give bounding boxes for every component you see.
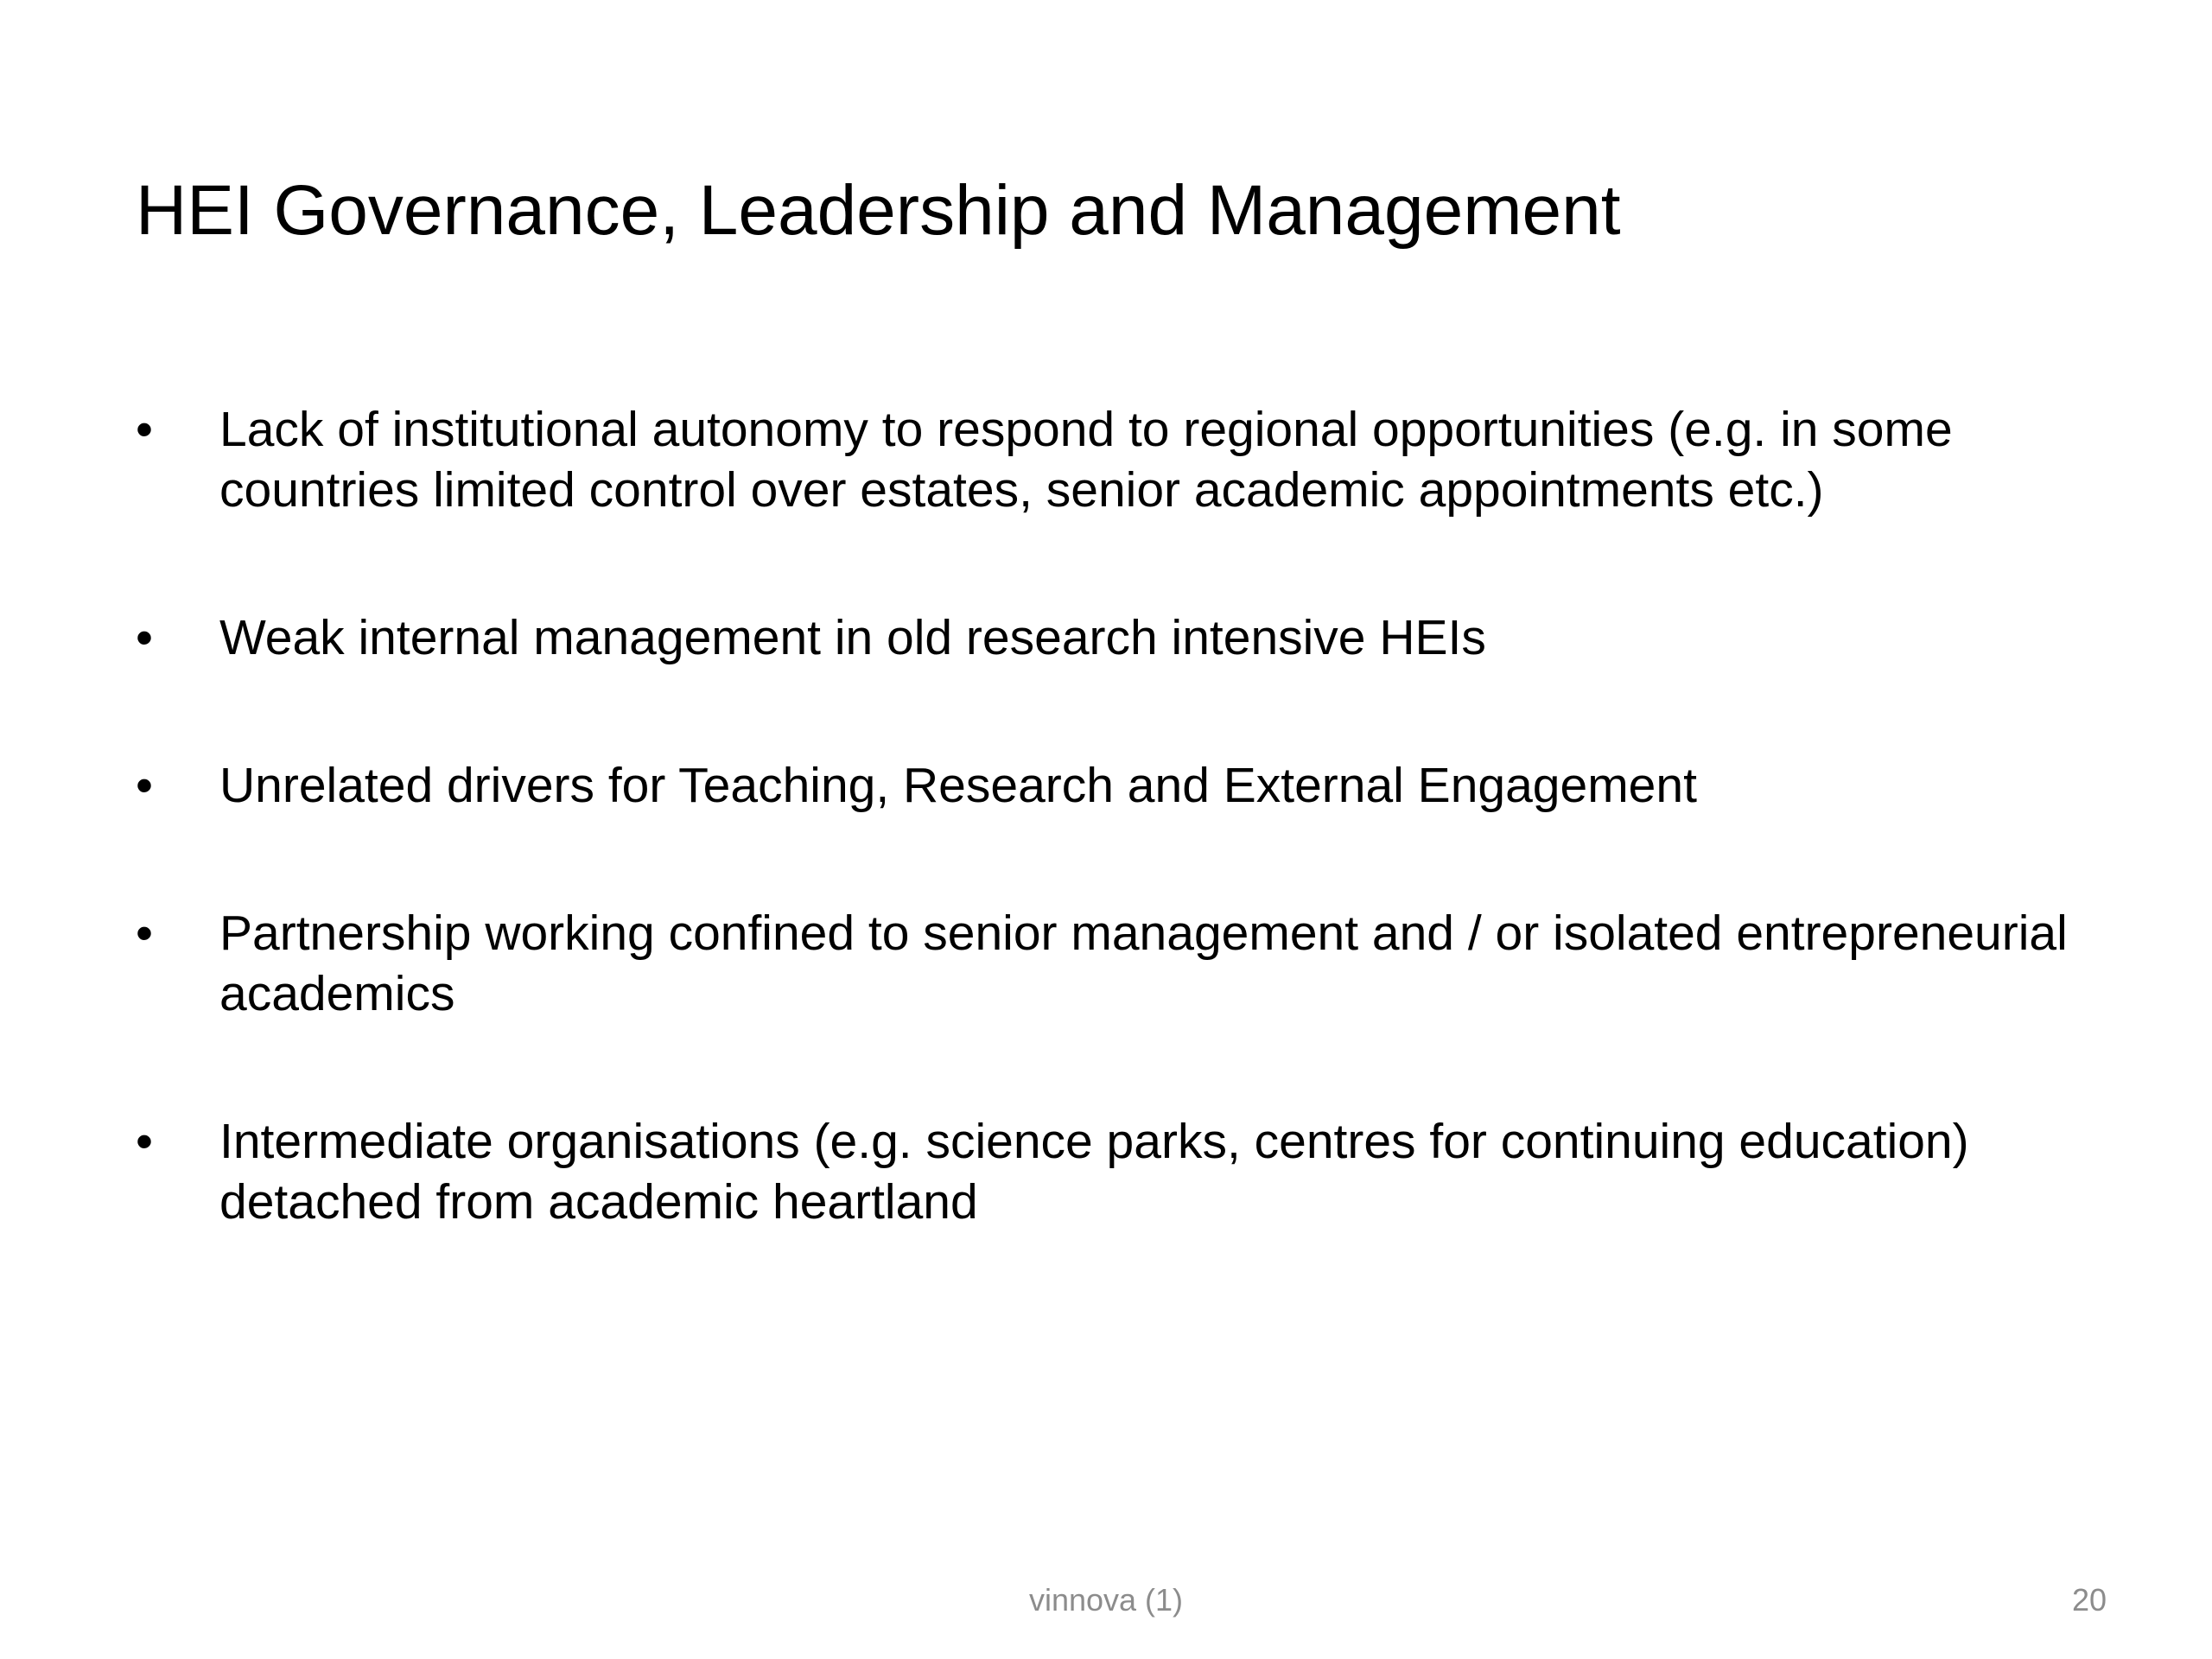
bullet-marker: • bbox=[136, 758, 153, 813]
bullet-item bbox=[136, 903, 2080, 1024]
bullet-item bbox=[136, 755, 2080, 816]
bullet-item bbox=[136, 607, 2080, 668]
bullet-marker: • bbox=[136, 610, 153, 665]
slide-title: HEI Governance, Leadership and Management bbox=[136, 171, 1621, 250]
bullet-text: Lack of institutional autonomy to respond to regional opportunities (e.g. in some countries limited control over estates, senior academic appointments etc.) bbox=[219, 402, 1953, 518]
bullet-marker: • bbox=[136, 1114, 153, 1169]
bullet-text: Partnership working confined to senior management and / or isolated entrepreneurial academics bbox=[219, 906, 2068, 1021]
bullet-text: Intermediate organisations (e.g. science parks, centres for continuing education) detached from academic heartland bbox=[219, 1114, 1969, 1230]
bullet-text: Unrelated drivers for Teaching, Research and External Engagement bbox=[219, 758, 1697, 813]
bullet-text: Weak internal management in old research intensive HEIs bbox=[219, 610, 1486, 665]
footer-text: vinnova (1) bbox=[1028, 1582, 1184, 1618]
bullet-marker: • bbox=[136, 906, 153, 961]
bullet-item bbox=[136, 399, 2080, 520]
slide-number: 20 bbox=[2071, 1582, 2107, 1618]
bullet-item bbox=[136, 1111, 2080, 1232]
bullet-list bbox=[136, 399, 2080, 1232]
bullet-marker: • bbox=[136, 402, 153, 457]
